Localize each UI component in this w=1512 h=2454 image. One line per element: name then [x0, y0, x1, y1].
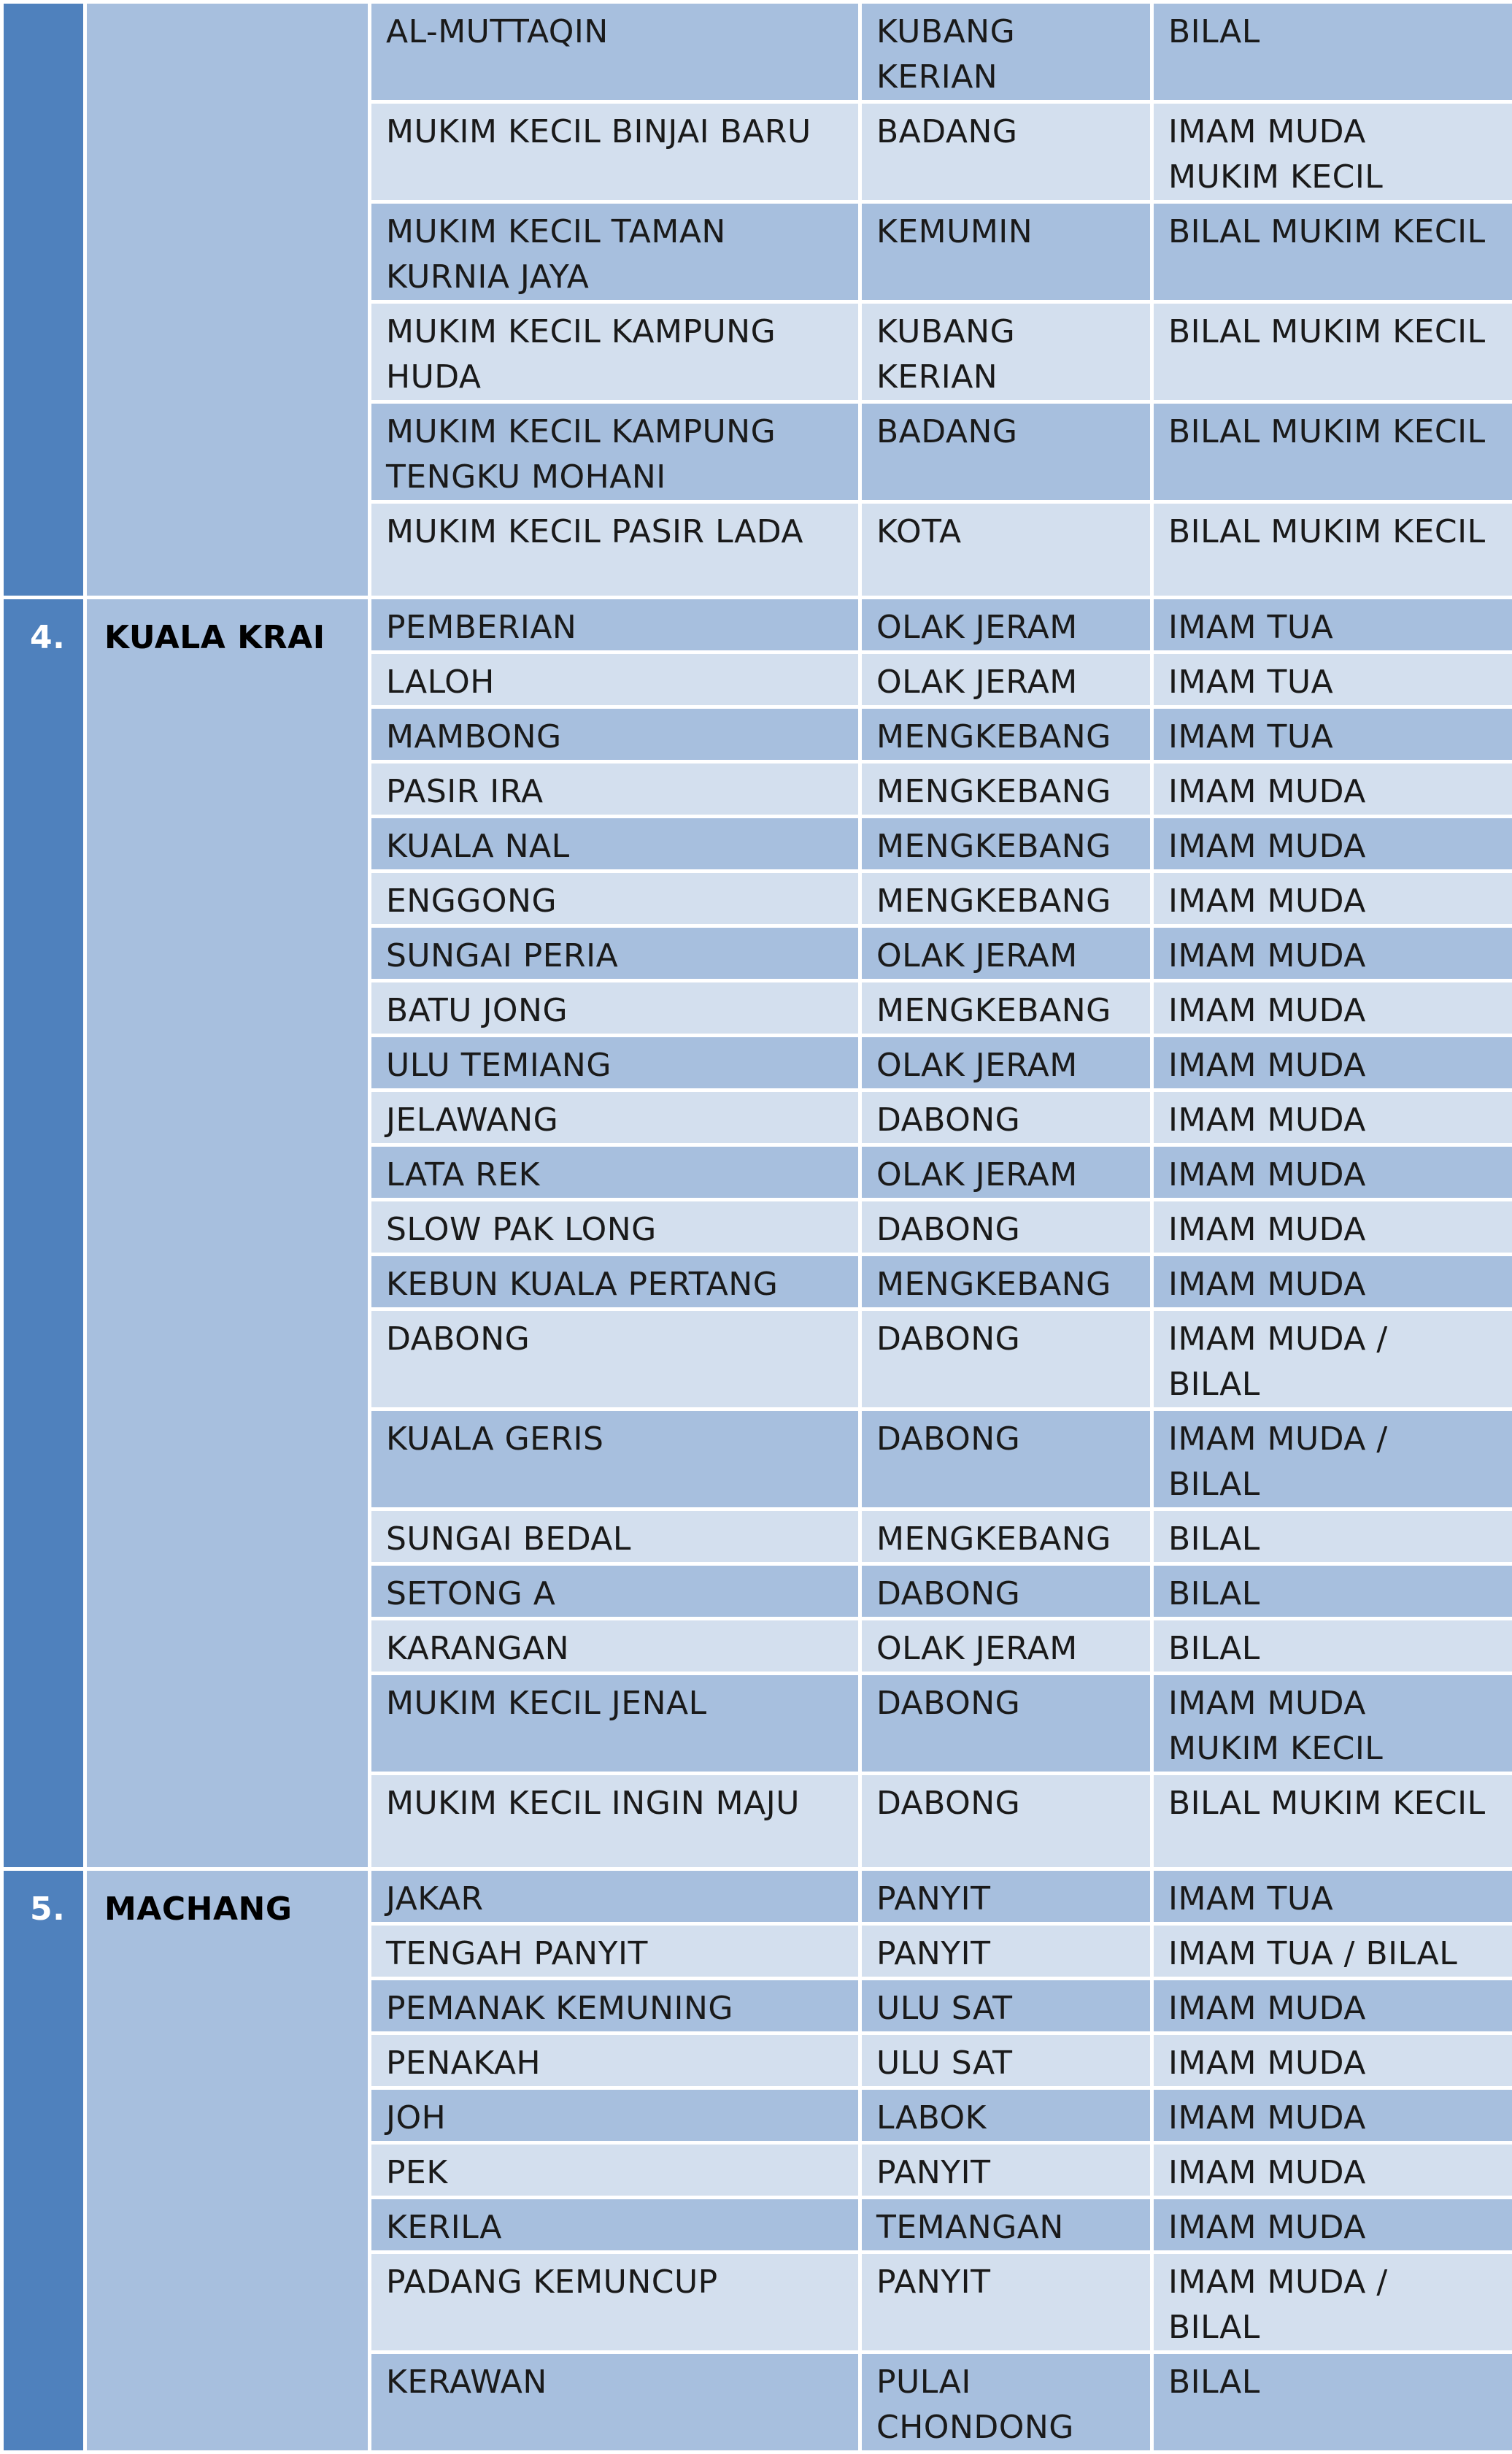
mosque-name-cell: MUKIM KECIL JENAL [370, 1674, 860, 1774]
district-name [85, 2, 370, 598]
mukim-cell: MENGKEBANG [860, 707, 1152, 762]
group-number: 4. [2, 598, 85, 1869]
district-name: MACHANG [85, 1869, 370, 2453]
post-cell: IMAM MUDA [1152, 2143, 1512, 2198]
group-number [2, 2, 85, 598]
mukim-cell: MENGKEBANG [860, 762, 1152, 817]
mosque-name-cell: PENAKAH [370, 2034, 860, 2088]
post-cell: IMAM MUDA / BILAL [1152, 2253, 1512, 2353]
mukim-cell: KUBANG KERIAN [860, 2, 1152, 102]
post-cell: IMAM MUDA [1152, 762, 1512, 817]
mosque-name-cell: MAMBONG [370, 707, 860, 762]
mosque-name-cell: SUNGAI BEDAL [370, 1509, 860, 1564]
mukim-cell: DABONG [860, 1564, 1152, 1619]
post-cell: BILAL MUKIM KECIL [1152, 1774, 1512, 1869]
mosque-name-cell: PADANG KEMUNCUP [370, 2253, 860, 2353]
mukim-cell: DABONG [860, 1091, 1152, 1145]
mukim-cell: OLAK JERAM [860, 1619, 1152, 1674]
post-cell: BILAL MUKIM KECIL [1152, 402, 1512, 502]
mukim-cell: KEMUMIN [860, 202, 1152, 302]
mukim-cell: MENGKEBANG [860, 1255, 1152, 1309]
post-cell: IMAM MUDA [1152, 981, 1512, 1036]
mosque-name-cell: ENGGONG [370, 872, 860, 926]
mosque-name-cell: LATA REK [370, 1145, 860, 1200]
mosque-name-cell: MUKIM KECIL BINJAI BARU [370, 102, 860, 202]
mukim-cell: ULU SAT [860, 2034, 1152, 2088]
mosque-name-cell: JOH [370, 2088, 860, 2143]
post-cell: IMAM TUA [1152, 1869, 1512, 1924]
mukim-cell: PANYIT [860, 1924, 1152, 1979]
mosque-name-cell: MUKIM KECIL KAMPUNG HUDA [370, 302, 860, 402]
mukim-cell: OLAK JERAM [860, 1036, 1152, 1091]
post-cell: IMAM MUDA / BILAL [1152, 1309, 1512, 1409]
mukim-cell: KUBANG KERIAN [860, 302, 1152, 402]
mosque-name-cell: KERAWAN [370, 2353, 860, 2453]
mosque-name-cell: MUKIM KECIL TAMAN KURNIA JAYA [370, 202, 860, 302]
mukim-cell: DABONG [860, 1674, 1152, 1774]
mosque-name-cell: PEMANAK KEMUNING [370, 1979, 860, 2034]
mosque-name-cell: MUKIM KECIL PASIR LADA [370, 502, 860, 598]
mosque-name-cell: PEK [370, 2143, 860, 2198]
post-cell: IMAM MUDA MUKIM KECIL [1152, 1674, 1512, 1774]
post-cell: IMAM MUDA [1152, 872, 1512, 926]
group-number: 5. [2, 1869, 85, 2453]
mukim-cell: OLAK JERAM [860, 1145, 1152, 1200]
post-cell: IMAM TUA / BILAL [1152, 1924, 1512, 1979]
post-cell: IMAM MUDA [1152, 817, 1512, 872]
mukim-cell: DABONG [860, 1309, 1152, 1409]
post-cell: BILAL [1152, 1619, 1512, 1674]
table-row [2, 598, 1512, 653]
post-cell: IMAM MUDA [1152, 2088, 1512, 2143]
mosque-name-cell: TENGAH PANYIT [370, 1924, 860, 1979]
post-cell: IMAM MUDA / BILAL [1152, 1409, 1512, 1509]
mukim-cell: KOTA [860, 502, 1152, 598]
post-cell: BILAL [1152, 2353, 1512, 2453]
mukim-cell: PANYIT [860, 1869, 1152, 1924]
mosque-name-cell: KUALA GERIS [370, 1409, 860, 1509]
mosque-name-cell: KERILA [370, 2198, 860, 2253]
mukim-cell: ULU SAT [860, 1979, 1152, 2034]
mukim-cell: MENGKEBANG [860, 1509, 1152, 1564]
post-cell: IMAM MUDA MUKIM KECIL [1152, 102, 1512, 202]
mosque-name-cell: MUKIM KECIL INGIN MAJU [370, 1774, 860, 1869]
mukim-cell: OLAK JERAM [860, 653, 1152, 707]
mukim-cell: DABONG [860, 1409, 1152, 1509]
table-row [2, 2, 1512, 102]
mosque-name-cell: AL-MUTTAQIN [370, 2, 860, 102]
post-cell: IMAM MUDA [1152, 1200, 1512, 1255]
post-cell: BILAL [1152, 1509, 1512, 1564]
mosque-name-cell: SLOW PAK LONG [370, 1200, 860, 1255]
post-cell: IMAM TUA [1152, 598, 1512, 653]
mosque-name-cell: ULU TEMIANG [370, 1036, 860, 1091]
mukim-cell: MENGKEBANG [860, 817, 1152, 872]
mosque-name-cell: KARANGAN [370, 1619, 860, 1674]
mosque-name-cell: BATU JONG [370, 981, 860, 1036]
mosque-name-cell: KEBUN KUALA PERTANG [370, 1255, 860, 1309]
table-row [2, 1869, 1512, 1924]
mosque-name-cell: SUNGAI PERIA [370, 926, 860, 981]
mosque-name-cell: KUALA NAL [370, 817, 860, 872]
mosque-name-cell: MUKIM KECIL KAMPUNG TENGKU MOHANI [370, 402, 860, 502]
post-cell: IMAM MUDA [1152, 926, 1512, 981]
post-cell: BILAL [1152, 1564, 1512, 1619]
post-cell: IMAM MUDA [1152, 1255, 1512, 1309]
post-cell: IMAM TUA [1152, 707, 1512, 762]
mukim-cell: PULAI CHONDONG [860, 2353, 1152, 2453]
mosque-name-cell: PEMBERIAN [370, 598, 860, 653]
post-cell: BILAL [1152, 2, 1512, 102]
post-cell: IMAM MUDA [1152, 2034, 1512, 2088]
mosque-name-cell: JELAWANG [370, 1091, 860, 1145]
mukim-cell: BADANG [860, 102, 1152, 202]
post-cell: IMAM MUDA [1152, 1091, 1512, 1145]
post-cell: BILAL MUKIM KECIL [1152, 302, 1512, 402]
mukim-cell: TEMANGAN [860, 2198, 1152, 2253]
mosque-name-cell: LALOH [370, 653, 860, 707]
mosque-name-cell: DABONG [370, 1309, 860, 1409]
district-name: KUALA KRAI [85, 598, 370, 1869]
post-cell: IMAM MUDA [1152, 1979, 1512, 2034]
post-cell: IMAM TUA [1152, 653, 1512, 707]
mukim-cell: LABOK [860, 2088, 1152, 2143]
post-cell: BILAL MUKIM KECIL [1152, 202, 1512, 302]
mukim-cell: OLAK JERAM [860, 598, 1152, 653]
mukim-cell: MENGKEBANG [860, 981, 1152, 1036]
mukim-cell: PANYIT [860, 2253, 1152, 2353]
mosque-name-cell: JAKAR [370, 1869, 860, 1924]
mukim-cell: PANYIT [860, 2143, 1152, 2198]
post-cell: IMAM MUDA [1152, 1036, 1512, 1091]
mukim-cell: MENGKEBANG [860, 872, 1152, 926]
mosque-name-cell: SETONG A [370, 1564, 860, 1619]
mukim-cell: DABONG [860, 1200, 1152, 1255]
mukim-cell: DABONG [860, 1774, 1152, 1869]
post-cell: IMAM MUDA [1152, 1145, 1512, 1200]
post-cell: IMAM MUDA [1152, 2198, 1512, 2253]
mosque-name-cell: PASIR IRA [370, 762, 860, 817]
post-cell: BILAL MUKIM KECIL [1152, 502, 1512, 598]
table-body [2, 2, 1512, 2453]
mukim-cell: BADANG [860, 402, 1152, 502]
mukim-cell: OLAK JERAM [860, 926, 1152, 981]
